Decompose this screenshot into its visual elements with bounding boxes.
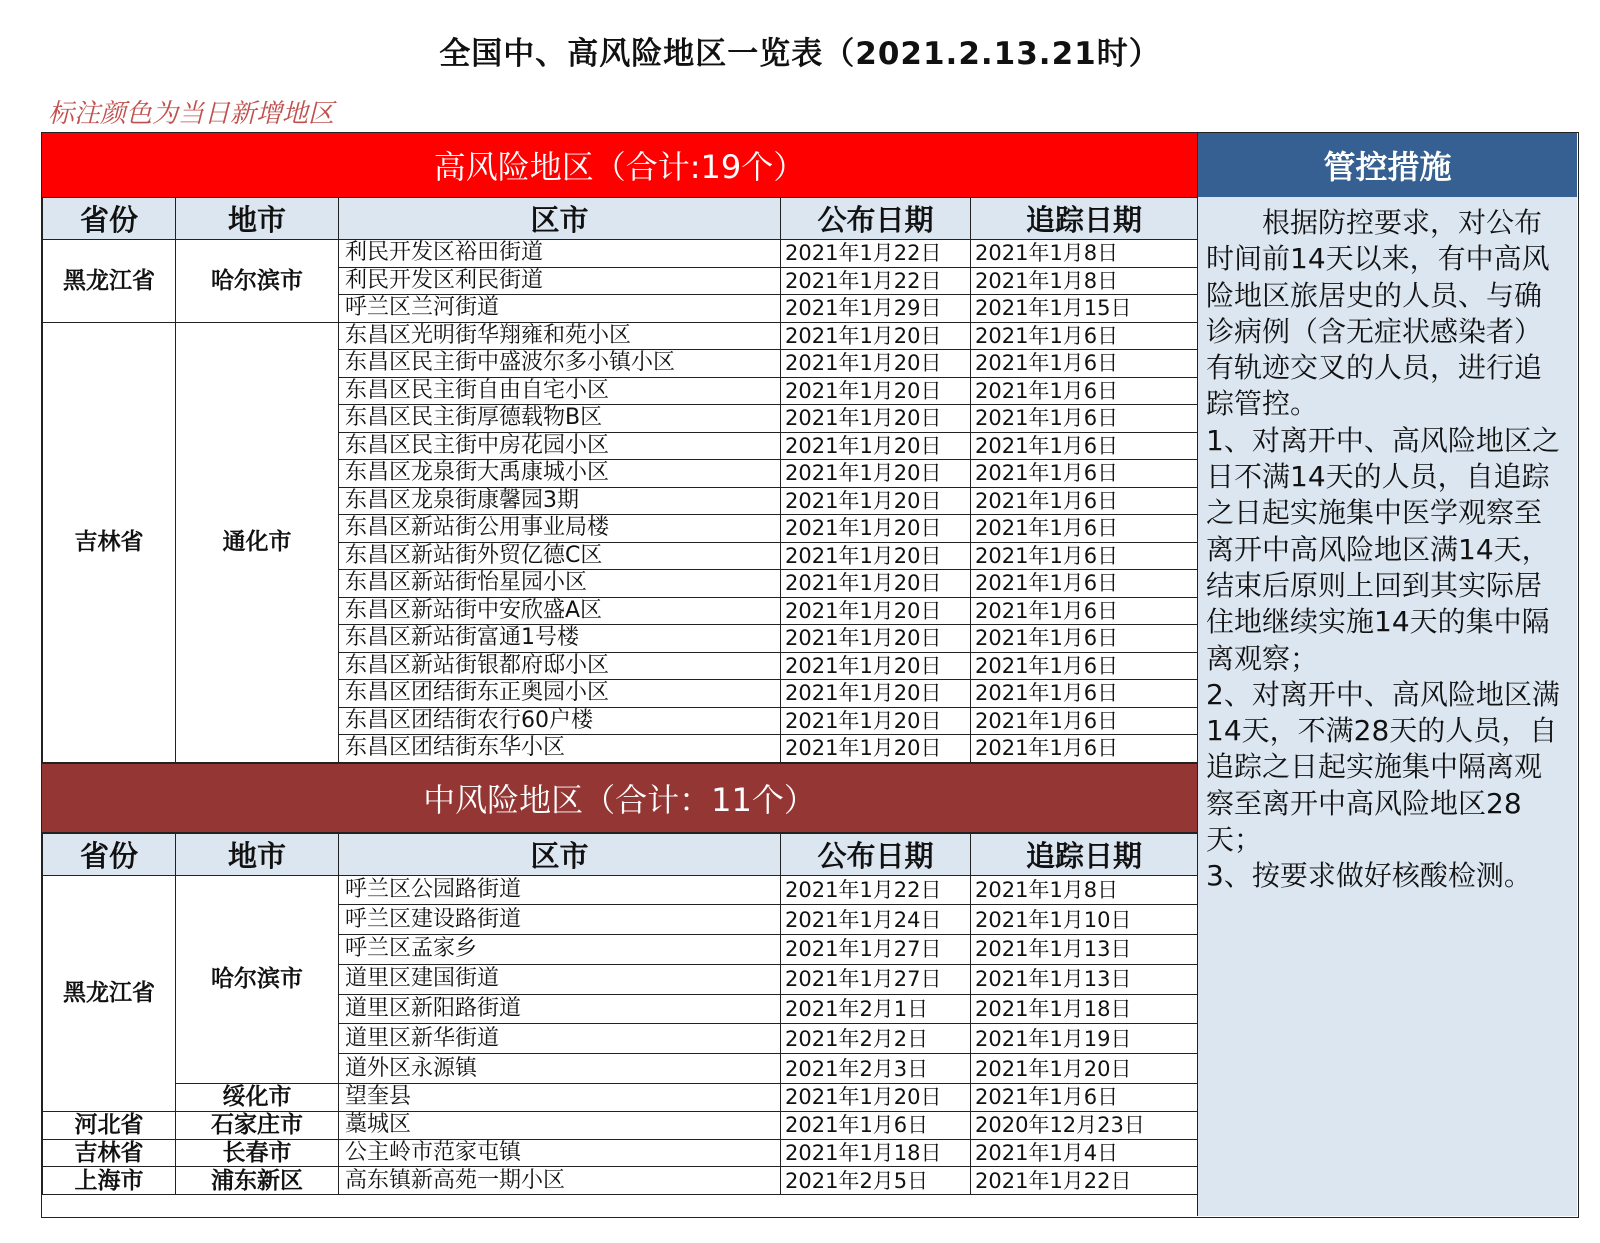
district-cell: 利民开发区裕田街道	[339, 240, 781, 268]
district-cell: 道外区永源镇	[339, 1054, 781, 1084]
tracked-date-cell: 2021年1月10日	[971, 905, 1198, 935]
tracked-date-cell: 2021年1月15日	[971, 295, 1198, 323]
district-cell: 道里区新华街道	[339, 1024, 781, 1054]
district-cell: 高东镇新高苑一期小区	[339, 1167, 781, 1195]
district-cell: 东昌区民主街自由自宅小区	[339, 377, 781, 405]
district-cell: 呼兰区建设路街道	[339, 905, 781, 935]
table-row	[43, 322, 1198, 350]
published-date-cell: 2021年1月20日	[781, 460, 971, 488]
tracked-date-cell: 2021年1月6日	[971, 597, 1198, 625]
province-cell: 河北省	[43, 1111, 176, 1139]
high-risk-table	[42, 197, 1198, 763]
published-date-cell: 2021年1月29日	[781, 295, 971, 323]
published-date-cell: 2021年1月20日	[781, 405, 971, 433]
district-cell: 公主岭市范家屯镇	[339, 1139, 781, 1167]
header-tracked: 追踪日期	[971, 198, 1198, 240]
province-cell: 黑龙江省	[43, 240, 176, 323]
district-cell: 东昌区龙泉街大禹康城小区	[339, 460, 781, 488]
header-city: 地市	[176, 833, 339, 875]
tracked-date-cell: 2021年1月6日	[971, 680, 1198, 708]
page-title: 全国中、高风险地区一览表（2021.2.13.21时）	[439, 36, 1161, 72]
district-cell: 道里区建国街道	[339, 964, 781, 994]
published-date-cell: 2021年1月20日	[781, 625, 971, 653]
tracked-date-cell: 2020年12月23日	[971, 1111, 1198, 1139]
tracked-date-cell: 2021年1月6日	[971, 487, 1198, 515]
district-cell: 东昌区光明街华翔雍和苑小区	[339, 322, 781, 350]
tracked-date-cell: 2021年1月6日	[971, 377, 1198, 405]
tracked-date-cell: 2021年1月6日	[971, 570, 1198, 598]
tracked-date-cell: 2021年1月6日	[971, 432, 1198, 460]
tracked-date-cell: 2021年1月6日	[971, 735, 1198, 763]
district-cell: 东昌区民主街中盛波尔多小镇小区	[339, 350, 781, 378]
tracked-date-cell: 2021年1月4日	[971, 1139, 1198, 1167]
district-cell: 东昌区民主街厚德载物B区	[339, 405, 781, 433]
city-cell: 石家庄市	[176, 1111, 339, 1139]
high-risk-banner: 高风险地区（合计:19个）	[42, 133, 1197, 197]
measures-title: 管控措施	[1198, 133, 1577, 197]
header-city: 地市	[176, 198, 339, 240]
published-date-cell: 2021年1月22日	[781, 875, 971, 905]
published-date-cell: 2021年1月22日	[781, 240, 971, 268]
published-date-cell: 2021年1月24日	[781, 905, 971, 935]
city-cell: 哈尔滨市	[176, 875, 339, 1084]
header-province: 省份	[43, 833, 176, 875]
header-published: 公布日期	[781, 833, 971, 875]
high-risk-header-row	[43, 198, 1198, 240]
district-cell: 东昌区新站街银都府邸小区	[339, 652, 781, 680]
header-published: 公布日期	[781, 198, 971, 240]
tracked-date-cell: 2021年1月6日	[971, 542, 1198, 570]
published-date-cell: 2021年1月20日	[781, 735, 971, 763]
district-cell: 呼兰区兰河街道	[339, 295, 781, 323]
city-cell: 浦东新区	[176, 1167, 339, 1195]
city-cell: 通化市	[176, 322, 339, 762]
published-date-cell: 2021年1月20日	[781, 542, 971, 570]
published-date-cell: 2021年1月20日	[781, 322, 971, 350]
tracked-date-cell: 2021年1月18日	[971, 994, 1198, 1024]
published-date-cell: 2021年1月20日	[781, 350, 971, 378]
province-cell: 吉林省	[43, 1139, 176, 1167]
measures-text: 根据防控要求，对公布时间前14天以来，有中高风险地区旅居史的人员、与确诊病例（含无症状感染者）有轨迹交叉的人员，进行追踪管控。 1、对离开中、高风险地区之日不满14天的人员，自追踪之日起实施集中医学观察至离开中高风险地区满14天，结束后原则上回到其实际居住地继续实施14天的集中隔离观察； 2、对离开中、高风险地区满14天，不满28天的人员，自追踪之日起实施集中隔离观察至离开中高风险地区28天； 3、按要求做好核酸检测。	[1206, 206, 1560, 893]
table-row	[43, 1139, 1198, 1167]
district-cell: 东昌区新站街怡星园小区	[339, 570, 781, 598]
city-cell: 绥化市	[176, 1084, 339, 1112]
district-cell: 利民开发区利民街道	[339, 267, 781, 295]
tracked-date-cell: 2021年1月6日	[971, 515, 1198, 543]
tracked-date-cell: 2021年1月6日	[971, 322, 1198, 350]
risk-areas-section	[42, 133, 1197, 1195]
district-cell: 东昌区新站街富通1号楼	[339, 625, 781, 653]
district-cell: 东昌区团结街农行60户楼	[339, 707, 781, 735]
mid-risk-banner: 中风险地区（合计：11个）	[42, 763, 1197, 833]
control-measures-panel	[1197, 133, 1577, 1216]
district-cell: 东昌区民主街中房花园小区	[339, 432, 781, 460]
district-cell: 东昌区新站街中安欣盛A区	[339, 597, 781, 625]
district-cell: 东昌区龙泉街康馨园3期	[339, 487, 781, 515]
color-note: 标注颜色为当日新增地区	[48, 99, 335, 129]
tracked-date-cell: 2021年1月20日	[971, 1054, 1198, 1084]
tracked-date-cell: 2021年1月22日	[971, 1167, 1198, 1195]
province-cell: 黑龙江省	[43, 875, 176, 1111]
published-date-cell: 2021年1月20日	[781, 652, 971, 680]
tracked-date-cell: 2021年1月6日	[971, 625, 1198, 653]
published-date-cell: 2021年1月20日	[781, 515, 971, 543]
header-tracked: 追踪日期	[971, 833, 1198, 875]
city-cell: 哈尔滨市	[176, 240, 339, 323]
published-date-cell: 2021年1月20日	[781, 377, 971, 405]
published-date-cell: 2021年1月27日	[781, 964, 971, 994]
published-date-cell: 2021年1月20日	[781, 1084, 971, 1112]
district-cell: 呼兰区公园路街道	[339, 875, 781, 905]
tracked-date-cell: 2021年1月6日	[971, 1084, 1198, 1112]
published-date-cell: 2021年1月20日	[781, 680, 971, 708]
province-cell: 吉林省	[43, 322, 176, 762]
mid-risk-rows	[43, 875, 1198, 1195]
tracked-date-cell: 2021年1月19日	[971, 1024, 1198, 1054]
published-date-cell: 2021年1月27日	[781, 935, 971, 965]
district-cell: 望奎县	[339, 1084, 781, 1112]
published-date-cell: 2021年1月6日	[781, 1111, 971, 1139]
city-cell: 长春市	[176, 1139, 339, 1167]
published-date-cell: 2021年1月22日	[781, 267, 971, 295]
district-cell: 东昌区新站街外贸亿德C区	[339, 542, 781, 570]
table-row	[43, 1084, 1198, 1112]
published-date-cell: 2021年1月20日	[781, 707, 971, 735]
published-date-cell: 2021年2月3日	[781, 1054, 971, 1084]
table-row	[43, 1111, 1198, 1139]
published-date-cell: 2021年1月18日	[781, 1139, 971, 1167]
published-date-cell: 2021年1月20日	[781, 570, 971, 598]
tracked-date-cell: 2021年1月8日	[971, 875, 1198, 905]
tracked-date-cell: 2021年1月13日	[971, 935, 1198, 965]
tracked-date-cell: 2021年1月6日	[971, 707, 1198, 735]
risk-table-container	[41, 132, 1579, 1218]
district-cell: 道里区新阳路街道	[339, 994, 781, 1024]
header-district: 区市	[339, 198, 781, 240]
tracked-date-cell: 2021年1月8日	[971, 267, 1198, 295]
tracked-date-cell: 2021年1月13日	[971, 964, 1198, 994]
tracked-date-cell: 2021年1月6日	[971, 405, 1198, 433]
mid-risk-table	[42, 833, 1198, 1196]
district-cell: 藁城区	[339, 1111, 781, 1139]
header-district: 区市	[339, 833, 781, 875]
table-row	[43, 1167, 1198, 1195]
published-date-cell: 2021年1月20日	[781, 432, 971, 460]
table-row	[43, 875, 1198, 905]
tracked-date-cell: 2021年1月6日	[971, 350, 1198, 378]
header-province: 省份	[43, 198, 176, 240]
tracked-date-cell: 2021年1月6日	[971, 652, 1198, 680]
district-cell: 东昌区新站街公用事业局楼	[339, 515, 781, 543]
table-row	[43, 240, 1198, 268]
district-cell: 东昌区团结街东华小区	[339, 735, 781, 763]
tracked-date-cell: 2021年1月6日	[971, 460, 1198, 488]
province-cell: 上海市	[43, 1167, 176, 1195]
published-date-cell: 2021年2月2日	[781, 1024, 971, 1054]
district-cell: 呼兰区孟家乡	[339, 935, 781, 965]
mid-risk-header-row	[43, 833, 1198, 875]
published-date-cell: 2021年1月20日	[781, 487, 971, 515]
high-risk-rows	[43, 240, 1198, 763]
published-date-cell: 2021年1月20日	[781, 597, 971, 625]
district-cell: 东昌区团结街东正奥园小区	[339, 680, 781, 708]
published-date-cell: 2021年2月1日	[781, 994, 971, 1024]
published-date-cell: 2021年2月5日	[781, 1167, 971, 1195]
tracked-date-cell: 2021年1月8日	[971, 240, 1198, 268]
